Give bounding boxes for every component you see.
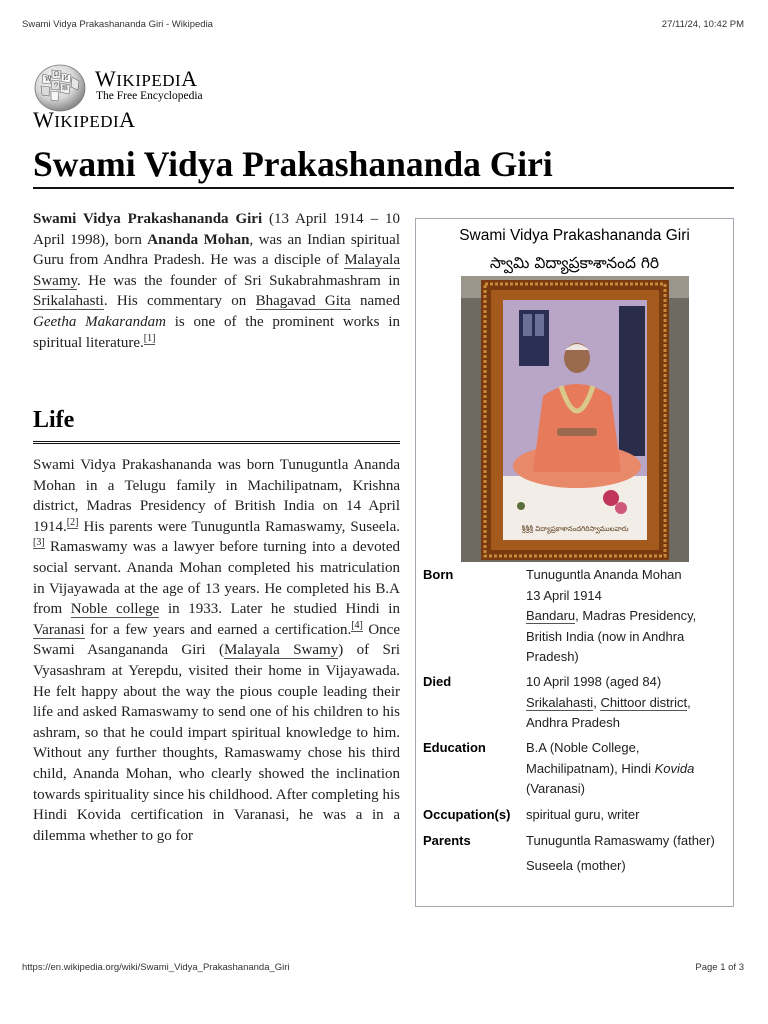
infobox-label-education: Education [423, 740, 486, 755]
title-divider [33, 187, 734, 189]
infobox-label-occupation: Occupation(s) [423, 807, 511, 822]
link-srikalahasti-infobox[interactable]: Srikalahasti [526, 694, 594, 710]
page-title: Swami Vidya Prakashananda Giri [33, 144, 553, 184]
infobox-label-died: Died [423, 674, 452, 689]
print-footer [22, 962, 744, 976]
reference-1[interactable]: [1] [143, 332, 156, 344]
infobox-value-born: Tunuguntla Ananda Mohan 13 April 1914 Bandaru, Madras Presidency, British India (now in Andhra Pradesh) [526, 567, 697, 664]
portrait-image[interactable] [461, 276, 689, 562]
lead-paragraph: Swami Vidya Prakashananda Giri (13 April 1914 – 10 April 1998), born Ananda Mohan, was an Indian spiritual Guru from Andhra Pradesh. He was a disciple of Malayala Swamy. He was the founder of Sri Sukabrahmashram in Srikalahasti. His commentary on Bhagavad Gita named Geetha Makarandam is one of the prominent works in spiritual literature.[1] [33, 211, 401, 351]
life-paragraph: Swami Vidya Prakashananda was born Tunuguntla Ananda Mohan in a Telugu family in Machilipatnam, Krishna district, Madras Presidency of British India on 14 April 1914.[2] His parents were Tunuguntla Ramaswamy, Suseela.[3] Ramaswamy was a lawyer before turning into a devoted social servant. Ananda Mohan completed his matriculation in Vijayawada at the age of 13 years. He completed his B.A from Noble college in 1933. Later he studied Hindi in Varanasi for a few years and earned a certification.[4] Once Swami Asangananda Giri (Malayala Swamy) of Sri Vyasashram at Yerepdu, visited their home in Vijayawada. He felt happy about the way the pious couple leading their life and asked Ramaswamy to send one of his children to his ashram, so that he could impart spiritual knowledge to him. Without any further thoughts, Ramaswamy chose his third child, Ananda Mohan, who clearly showed the inclination towards spirituality since his childhood. After completing his Hindi Kovida certification in Varanasi, he was a in a dilemma whether to go for [33, 457, 400, 844]
link-bhagavad-gita[interactable]: Bhagavad Gita [255, 293, 351, 310]
infobox-native-name: స్వామి విద్యాప్రకాశానంద గిరి [489, 254, 660, 272]
link-srikalahasti[interactable]: Srikalahasti [33, 293, 104, 310]
print-header [22, 19, 744, 33]
reference-2[interactable]: [2] [66, 516, 79, 528]
infobox-title: Swami Vidya Prakashananda Giri [459, 227, 690, 244]
reference-4[interactable]: [4] [351, 619, 363, 631]
wikipedia-wordmark-secondary: WIKIPEDIA [33, 107, 136, 132]
link-bandaru[interactable]: Bandaru [526, 608, 576, 623]
section-divider [33, 441, 400, 444]
print-footer-url: https://en.wikipedia.org/wiki/Swami_Vidya_Prakashananda_Giri [22, 962, 290, 973]
link-malayala-swamy[interactable]: Malayala Swamy [33, 252, 400, 289]
print-footer-page: Page 1 of 3 [695, 962, 744, 973]
svg-text:ウ: ウ [53, 82, 60, 89]
wikipedia-wordmark: WIKIPEDIA [95, 66, 198, 91]
infobox [415, 218, 734, 907]
infobox-label-born: Born [423, 567, 454, 582]
svg-text:W: W [45, 76, 52, 83]
wikipedia-globe-icon [33, 64, 87, 112]
svg-text:И: И [63, 75, 69, 82]
link-chittoor-district[interactable]: Chittoor district [600, 694, 688, 710]
wikipedia-logo[interactable] [33, 62, 273, 132]
infobox-value-education: B.A (Noble College, Machilipatnam), Hindi Kovida (Varanasi) [526, 740, 695, 796]
link-malayala-swamy-2[interactable]: Malayala Swamy [224, 642, 339, 659]
svg-text:維: 維 [62, 85, 69, 92]
reference-3[interactable]: [3] [33, 537, 45, 549]
wikipedia-tagline: The Free Encyclopedia [96, 90, 203, 102]
infobox-value-died: 10 April 1998 (aged 84) Srikalahasti, Chittoor district, Andhra Pradesh [526, 674, 691, 730]
infobox-value-parents: Tunuguntla Ramaswamy (father) Suseela (mother) [526, 833, 715, 873]
portrait-caption: శ్రీశ్రీశ్రీ విద్యాప్రకాశానందగిరిస్వాములవారు [521, 525, 629, 533]
link-noble-college[interactable]: Noble college [70, 601, 160, 618]
infobox-label-parents: Parents [423, 833, 471, 848]
section-heading-life: Life [33, 407, 75, 433]
svg-text:Ω: Ω [54, 71, 59, 78]
print-header-title: Swami Vidya Prakashananda Giri - Wikipedia [22, 19, 213, 30]
print-header-datetime: 27/11/24, 10:42 PM [661, 19, 744, 30]
infobox-value-occupation: spiritual guru, writer [526, 807, 640, 822]
link-varanasi[interactable]: Varanasi [33, 621, 85, 638]
